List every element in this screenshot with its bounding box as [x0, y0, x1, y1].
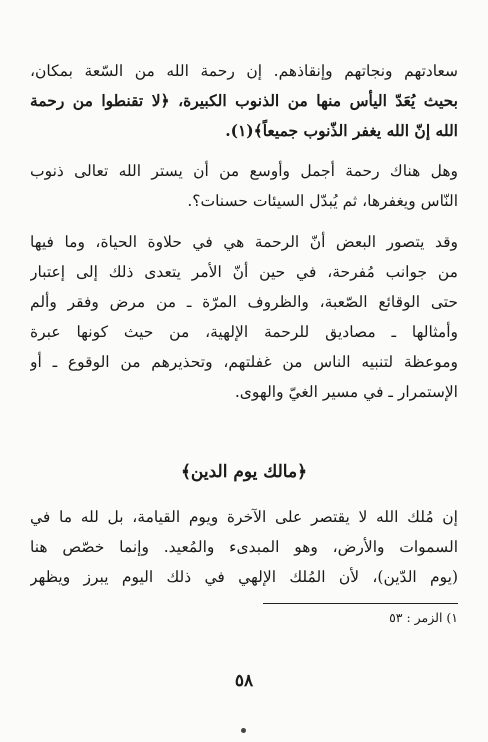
paragraph-2-line-1: وهل هناك رحمة أجمل وأوسع من أن يستر الله تعالى ذنوب — [30, 162, 458, 180]
paragraph-1-line-3: الله إنّ الله يغفر الذّنوب جميعاً﴾(١). — [225, 121, 458, 140]
paragraph-3-line-4: وأمثالها ـ مصاديق للرحمة الإلهية، من حيث كونها عبرة — [30, 323, 458, 341]
print-dot-mark — [241, 728, 246, 733]
paragraph-3-line-5: وموعظة لتنبيه الناس من غفلتهم، وتحذيرهم من الوقوع ـ أو — [30, 353, 458, 371]
paragraph-3-line-2: من جوانب مُفرحة، في حين أنّ الأمر يتعدى ذلك إلى إعتبار — [30, 263, 458, 281]
paragraph-4-line-1: إن مُلك الله لا يقتصر على الآخرة ويوم القيامة، بل لله ما في — [30, 508, 458, 526]
footnote: ١) الزمر : ٥٣ — [389, 610, 458, 625]
paragraph-1-line-1: سعادتهم ونجاتهم وإنقاذهم. إن رحمة الله من السّعة بمكان، — [30, 62, 458, 80]
footnote-divider — [263, 603, 458, 604]
paragraph-4-line-2: السموات والأرض، وهو المبدىء والمُعيد. وإنما خصّص هنا — [30, 538, 458, 556]
page-number: ٥٨ — [234, 671, 254, 691]
paragraph-4-line-3: (يوم الدّين)، لأن المُلك الإلهي في ذلك اليوم يبرز ويظهر — [30, 568, 458, 586]
paragraph-3-line-6: الإستمرار ـ في مسير الغيّ والهوى. — [234, 383, 458, 401]
book-page — [30, 0, 458, 742]
paragraph-2-line-2: النّاس ويغفرها، ثم يُبدّل السيئات حسنات؟. — [187, 192, 458, 210]
section-heading: ﴿مالك يوم الدين﴾ — [180, 462, 308, 482]
paragraph-3-line-1: وقد يتصور البعض أنّ الرحمة هي في حلاوة الحياة، وما فيها — [30, 233, 458, 251]
paragraph-1-line-2: بحيث يُعَدّ اليأس منها من الذنوب الكبيرة، ﴿لا تقنطوا من رحمة — [30, 91, 458, 110]
paragraph-3-line-3: حتى الوقائع الصّعبة، والظروف المرّة ـ من مرض وفقر وألم — [30, 293, 458, 311]
